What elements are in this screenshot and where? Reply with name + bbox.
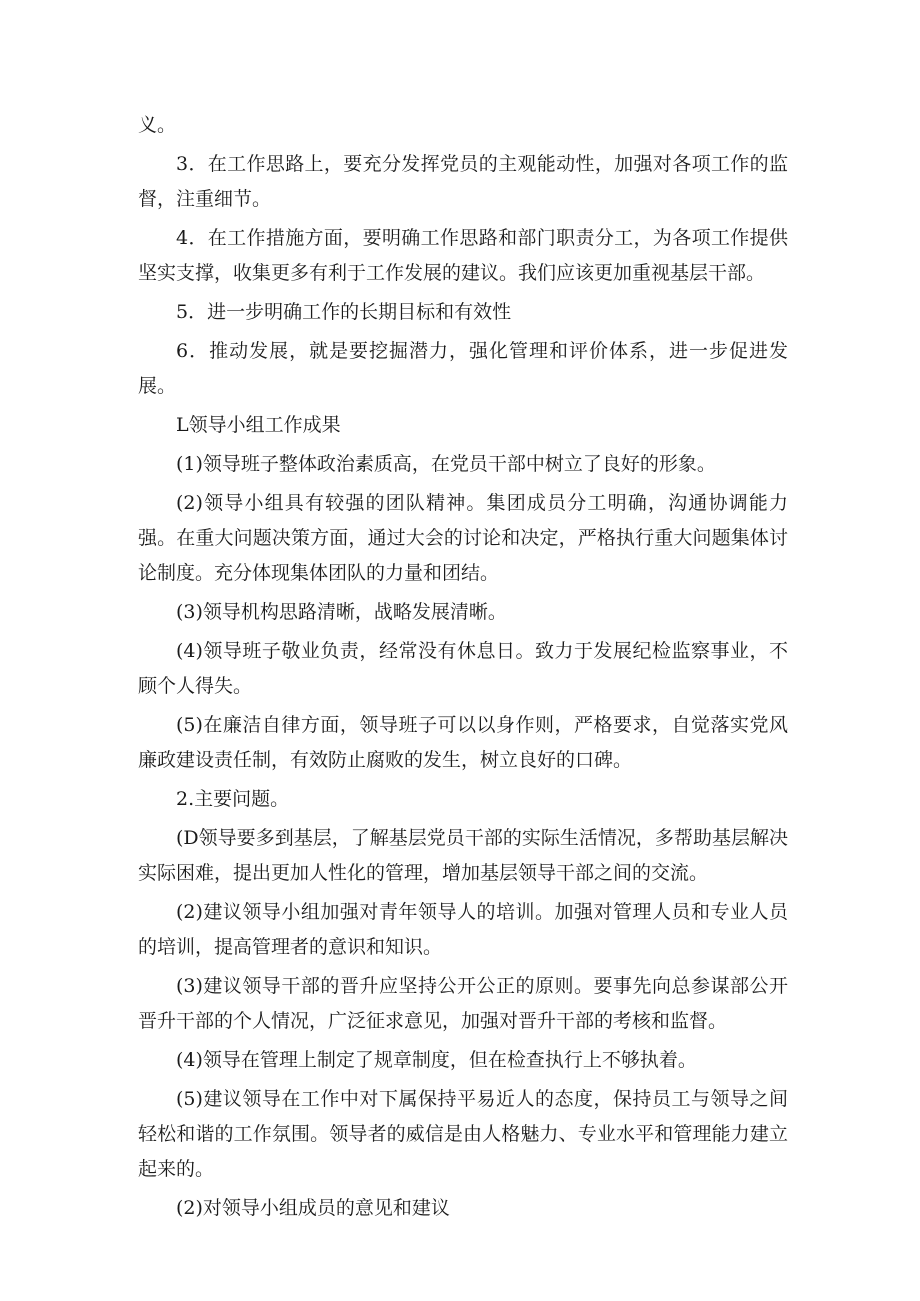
section-heading-problems: 2.主要问题。 [176, 788, 290, 810]
achievement-item-1: (1)领导班子整体政治素质高，在党员干部中树立了良好的形象。 [176, 453, 716, 475]
paragraph-item-6: 6．推动发展，就是要挖掘潜力，强化管理和评价体系，进一步促进发展。 [138, 340, 788, 397]
section-heading-achievements: L领导小组工作成果 [176, 414, 341, 436]
section-heading-suggestions: (2)对领导小组成员的意见和建议 [176, 1197, 450, 1219]
problem-item-3: (3)建议领导干部的晋升应坚持公开公正的原则。要事先向总参谋部公开晋升干部的个人情况，广泛征求意见，加强对晋升干部的考核和监督。 [138, 975, 788, 1032]
problem-item-4: (4)领导在管理上制定了规章制度，但在检查执行上不够执着。 [176, 1049, 697, 1071]
paragraph-continuation: 义。 [138, 114, 177, 136]
achievement-item-3: (3)领导机构思路清晰，战略发展清晰。 [176, 601, 507, 623]
paragraph-item-4: 4．在工作措施方面，要明确工作思路和部门职责分工，为各项工作提供坚实支撑，收集更多有利于工作发展的建议。我们应该更加重视基层干部。 [138, 227, 788, 284]
paragraph-item-5: 5．进一步明确工作的长期目标和有效性 [176, 301, 512, 323]
document-page [138, 108, 788, 1226]
achievement-item-4: (4)领导班子敬业负责，经常没有休息日。致力于发展纪检监察事业，不顾个人得失。 [138, 640, 788, 697]
achievement-item-2: (2)领导小组具有较强的团队精神。集团成员分工明确，沟通协调能力强。在重大问题决策方面，通过大会的讨论和决定，严格执行重大问题集体讨论制度。充分体现集体团队的力量和团结。 [138, 492, 788, 584]
problem-item-1: (D领导要多到基层，了解基层党员干部的实际生活情况，多帮助基层解决实际困难，提出更加人性化的管理，增加基层领导干部之间的交流。 [138, 827, 788, 884]
problem-item-5: (5)建议领导在工作中对下属保持平易近人的态度，保持员工与领导之间轻松和谐的工作氛围。领导者的威信是由人格魅力、专业水平和管理能力建立起来的。 [138, 1088, 788, 1180]
paragraph-item-3: 3．在工作思路上，要充分发挥党员的主观能动性，加强对各项工作的监督，注重细节。 [138, 153, 788, 210]
achievement-item-5: (5)在廉洁自律方面，领导班子可以以身作则，严格要求，自觉落实党风廉政建设责任制，有效防止腐败的发生，树立良好的口碑。 [138, 714, 788, 771]
problem-item-2: (2)建议领导小组加强对青年领导人的培训。加强对管理人员和专业人员的培训，提高管理者的意识和知识。 [138, 901, 788, 958]
